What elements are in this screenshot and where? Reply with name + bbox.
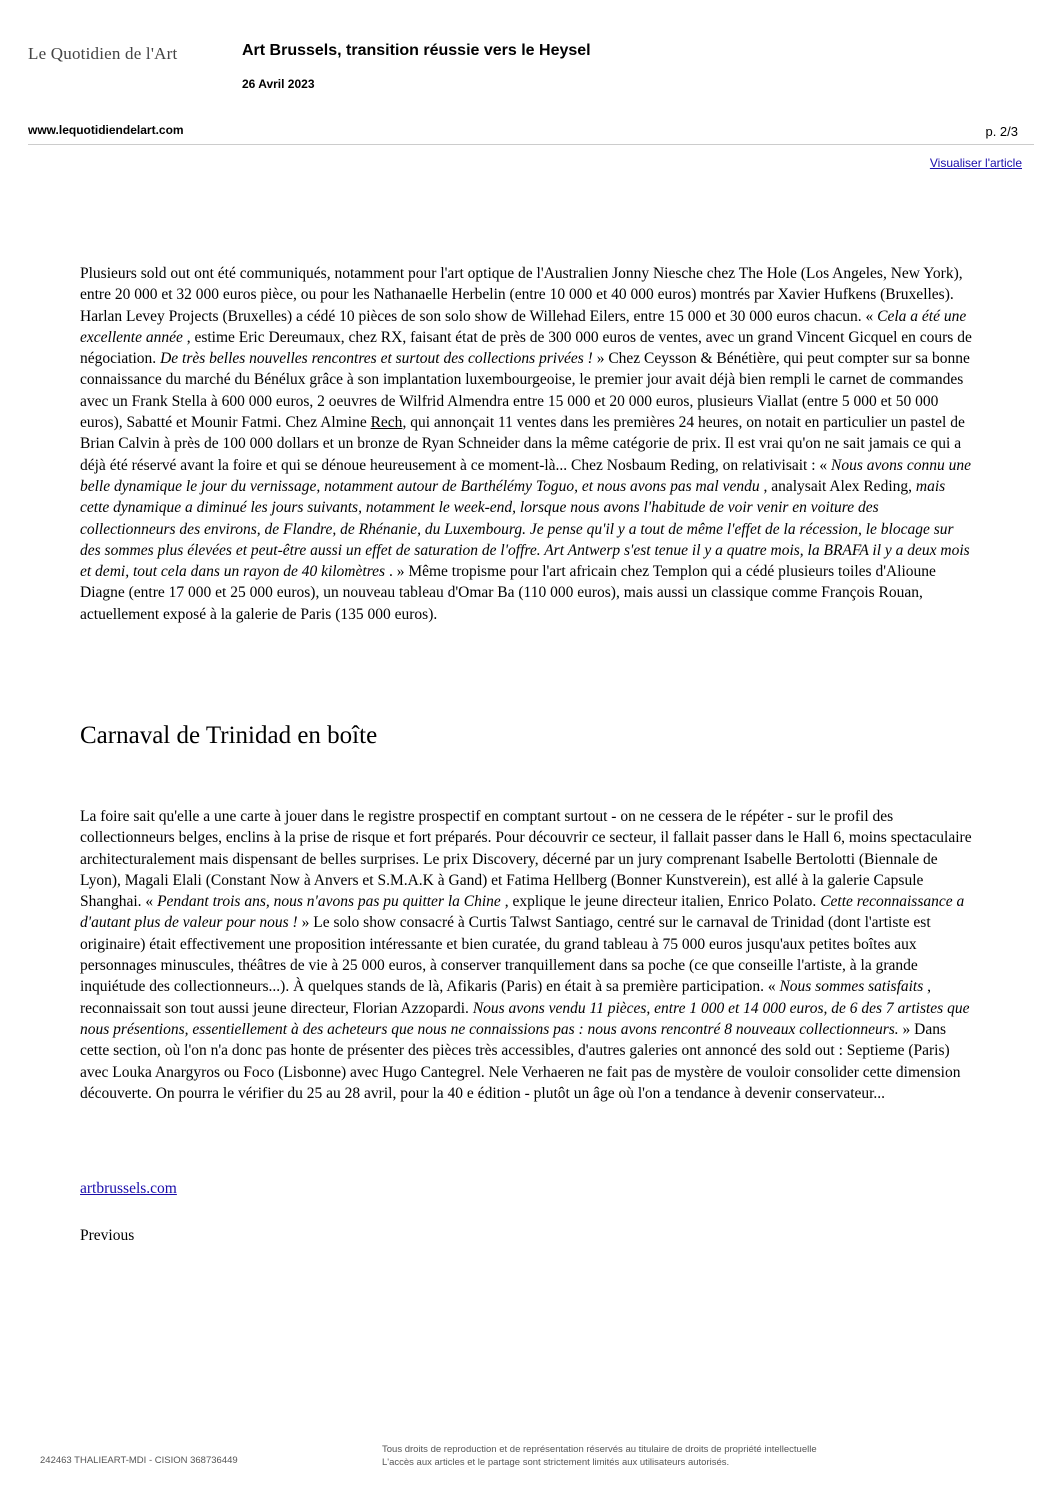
article-title: Art Brussels, transition réussie vers le Heysel: [242, 42, 591, 59]
view-article-link[interactable]: Visualiser l'article: [929, 156, 1022, 170]
footer-copyright: [382, 1443, 817, 1469]
article-paragraph-1: [80, 263, 978, 625]
quote-span: Cette reconnaissance a d'autant plus de valeur pour nous !: [80, 893, 965, 932]
text-span: La foire sait qu'elle a une carte à jouer dans le registre prospectif en comptant surtout - on ne cessera de le répéter - sur le profil des collectionneurs belges, enclins à la prise de risque et fort préparés. Pour découvrir ce secteur, il fallait passer dans le Hall 6, moins spectaculaire architecturalement mais dispensant de belles surprises. Le prix Discovery, décerné par un jury comprenant Isabelle Bertolotti (Biennale de Lyon), Magali Elali (Constant Now à Anvers et S.M.A.K à Gand) et Fatima Hellberg (Bonner Kunstverein), est allé à la galerie Capsule Shanghai. «: [80, 808, 972, 911]
quote-span: Cela a été une excellente année: [80, 307, 967, 346]
text-span: » Chez Ceysson & Bénétière, qui peut compter sur sa bonne connaissance du marché du Bénélux grâce à son implantation luxembourgeoise, le premier jour avait déjà bien rempli le carnet de commandes avec un Frank Stella à 600 000 euros, 2 oeuvres de Wilfrid Almendra entre 15 000 et 20 000 euros, plusieurs Viallat (entre 5 000 et 50 000 euros), Sabatté et Mounir Fatmi. Chez Almine: [80, 350, 970, 432]
copyright-line-2: L'accès aux articles et le partage sont strictement limités aux utilisateurs autorisés.: [382, 1457, 730, 1468]
footer-reference: 242463 THALIEART-MDI - CISION 368736449: [40, 1455, 238, 1466]
copyright-line-1: Tous droits de reproduction et de représentation réservés au titulaire de droits de propriété intellectuelle: [382, 1444, 817, 1455]
quote-span: mais cette dynamique a diminué les jours suivants, notamment le week-end, lorsque nous avons l'habitude de voir venir en voiture des collectionneurs des environs, de Flandre, de Rhénanie, du Luxembourg. Je pense qu'il y a tout de même l'effet de la récession, le blocage sur des sommes plus élevées et peut-être aussi un effet de saturation de l'offre. Art Antwerp s'est tenue il y a quatre mois, la BRAFA il y a deux mois et demi, tout cela dans un rayon de 40 kilomètres: [80, 477, 970, 581]
article-paragraph-2: [80, 806, 978, 1104]
quote-span: De très belles nouvelles rencontres et surtout des collections privées !: [160, 350, 593, 368]
header-divider: [28, 144, 1034, 145]
text-span: , explique le jeune directeur italien, Enrico Polato.: [500, 893, 821, 911]
rech-link[interactable]: Rech: [370, 414, 403, 432]
text-span: Plusieurs sold out ont été communiqués, notamment pour l'art optique de l'Australien Jonny Niesche chez The Hole (Los Angeles, New York), entre 20 000 et 32 000 euros pièce, ou pour les Nathanaelle Herbelin (entre 10 000 et 40 000 euros) montrés par Xavier Hufkens (Bruxelles). Harlan Levey Projects (Bruxelles) a cédé 10 pièces de son solo show de Willehad Eilers, entre 15 000 et 30 000 euros chacun. «: [80, 265, 963, 325]
text-span: , estime Eric Dereumaux, chez RX, faisant état de près de 300 000 euros de ventes, avec un grand Vincent Gicquel en cours de négociation.: [80, 328, 972, 368]
artbrussels-link[interactable]: artbrussels.com: [80, 1180, 177, 1197]
quote-span: Nous sommes satisfaits: [779, 978, 924, 996]
section-heading: Carnaval de Trinidad en boîte: [80, 722, 378, 749]
text-span: » Dans cette section, où l'on n'a donc pas honte de présenter des pièces très accessibles, d'autres galeries ont annoncé des sold out : Septieme (Paris) avec Louka Anargyros ou Foco (Lisbonne) avec Hugo Cantegrel. Nele Verhaeren ne fait pas de mystère de vouloir consolider cette dimension découverte. On pourra le vérifier du 25 au 28 avril, pour la 40 e édition - plutôt un âge où l'on a tendance à devenir conservateur...: [80, 1020, 961, 1102]
publication-logo: Le Quotidien de l'Art: [28, 44, 178, 63]
quote-span: Pendant trois ans, nous n'avons pas pu quitter la Chine: [157, 893, 501, 911]
text-span: , reconnaissait son tout aussi jeune directeur, Florian Azzopardi.: [80, 978, 932, 1017]
site-url: www.lequotidiendelart.com: [28, 123, 184, 137]
article-date: 26 Avril 2023: [242, 77, 315, 91]
quote-span: Nous avons connu une belle dynamique le jour du vernissage, notamment autour de Barthélémy Toguo, et nous avons pas mal vendu: [80, 456, 971, 495]
text-span: , analysait Alex Reding,: [759, 477, 916, 495]
quote-span: Nous avons vendu 11 pièces, entre 1 000 et 14 000 euros, de 6 des 7 artistes que nous présentions, essentiellement à des acheteurs que nous ne connaissions pas : nous avons rencontré 8 nouveaux collectionneurs.: [80, 999, 970, 1038]
text-span: , qui annonçait 11 ventes dans les premières 24 heures, on notait en particulier un pastel de Brian Calvin à près de 100 000 dollars et un bronze de Ryan Schneider dans la même catégorie de prix. Il est vrai qu'on ne sait jamais ce qui a déjà été réservé avant la foire et qui se dénoue heureusement à ce moment-là... Chez Nosbaum Reding, on relativisait : «: [80, 414, 965, 474]
page-number: p. 2/3: [985, 124, 1018, 139]
previous-link[interactable]: Previous: [80, 1227, 135, 1244]
text-span: . » Même tropisme pour l'art africain chez Templon qui a cédé plusieurs toiles d'Alioune Diagne (entre 17 000 et 25 000 euros), un nouveau tableau d'Omar Ba (110 000 euros), mais aussi un classique comme François Rouan, actuellement exposé à la galerie de Paris (135 000 euros).: [80, 563, 936, 623]
text-span: » Le solo show consacré à Curtis Talwst Santiago, centré sur le carnaval de Trinidad (dont l'artiste est originaire) était effectivement une proposition intéressante et bien curatée, du grand tableau à 75 000 euros jusqu'aux petites boîtes aux personnages minuscules, théâtres de vie à 25 000 euros, à conserver tranquillement dans sa poche (ce que conseille l'artiste, à la grande inquiétude des collectionneurs...). À quelques stands de là, Afikaris (Paris) en était à sa première participation. «: [80, 914, 931, 996]
